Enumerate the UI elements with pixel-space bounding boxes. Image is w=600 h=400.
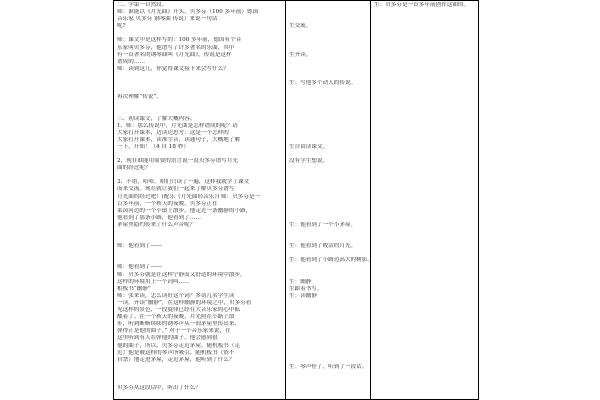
- teacher-text-line: 月光曲的经过吧！(配乐《月光曲轻音乐》) 师：贝多芬是一: [117, 193, 261, 200]
- student-text-line: 生自由读课文。: [289, 143, 329, 150]
- teacher-text-line: 师：张来读，怎么读好这个词？多请几名学生读: [117, 292, 235, 299]
- student-text-line: [289, 335, 373, 342]
- student-text-line: [289, 45, 373, 52]
- student-text-line: [289, 314, 373, 321]
- student-text-line: [289, 108, 373, 115]
- teacher-text-line: 师：贝多芬就是在这样宁静而又舒适的环境中散步，: [117, 271, 246, 278]
- teacher-text-line: [117, 378, 260, 385]
- student-text-line: [289, 229, 373, 236]
- student-text-line: 生齐读。: [289, 51, 312, 58]
- note-text-line: 生：贝多芬是一首多年前创作这曲的。: [374, 2, 470, 8]
- student-column: [289, 2, 373, 371]
- teacher-text-line: 贝多芬从这段话中，听出了什么？: [117, 385, 201, 392]
- student-text-line: [289, 186, 373, 193]
- teacher-text-line: [117, 364, 260, 371]
- student-text-line: [289, 151, 373, 158]
- student-text-line: [289, 59, 373, 66]
- teacher-text-line: [117, 229, 260, 236]
- teacher-text-line: 大家打开课本，边读边思考：这是一个怎样的: [117, 129, 229, 136]
- student-text-line: [289, 9, 373, 16]
- student-text-line: [289, 201, 373, 208]
- student-text-line: [289, 2, 373, 9]
- teacher-text-line: 茅屋里隐约传来了什么声音呢？: [117, 221, 196, 228]
- teacher-text-line: 相板书“幽静”: [117, 285, 151, 292]
- teacher-text-line: [117, 250, 260, 257]
- student-text-line: 没有学生想说。: [289, 158, 329, 165]
- student-text-line: 生：读幽静: [289, 292, 317, 299]
- student-text-line: [289, 101, 373, 108]
- teacher-text-line: 谱成的……: [117, 58, 145, 65]
- student-text-line: 生：琴声停了，听到了一段话。: [289, 363, 368, 370]
- teacher-text-line: [117, 101, 260, 108]
- teacher-text-line: 有一首著名的钢琴曲叫《月光曲》，传说是这样: [117, 51, 232, 58]
- teacher-text-line: 他看到了那条小路，他看到了……: [117, 214, 201, 221]
- student-text-line: [289, 321, 373, 328]
- student-text-line: [289, 87, 373, 94]
- teacher-text-line: 他的曲子，所以，贝多芬走近茅屋。随机板书（走: [117, 342, 241, 349]
- teacher-text-line: [117, 236, 260, 243]
- teacher-text-line: 师：谁能以《月光曲》开头，贝多芬（100 多年前）德国: [117, 9, 259, 16]
- teacher-text-line: 师：他看到了——: [117, 243, 162, 250]
- teacher-text-line: 乐家叫贝多芬，他谱写了许多著名的乐曲，其中: [117, 44, 235, 51]
- student-text-line: [289, 350, 373, 357]
- teacher-text-line: 一下，开始！（4 自 18 秒）: [117, 143, 189, 150]
- teacher-text-line: 百多年前，一个秋天的夜晚，贝多芬正在: [117, 200, 218, 207]
- student-text-line: [289, 307, 373, 314]
- teacher-text-line: 弹得正是他的曲子。” 对于一个音乐家来说，在: [117, 328, 231, 335]
- student-text-line: [289, 194, 373, 201]
- student-text-line: [289, 94, 373, 101]
- student-text-line: [289, 123, 373, 130]
- teacher-text-line: [117, 87, 260, 94]
- teacher-text-line: 呢?: [117, 23, 126, 30]
- teacher-text-line: 三、初读课文，了解大概内容。: [117, 115, 196, 122]
- teacher-text-line: 见这样的景色，一段旋律已经在大音乐家的心中酝: [117, 307, 241, 314]
- teacher-text-line: 而来交流。现在就让我们一起来了解贝多芬谱写: [117, 186, 235, 193]
- teacher-text-line: 酿着了。在一个秋天的夜晚，月光照在小路上散: [117, 314, 235, 321]
- teacher-text-line: 师：读到这儿，你觉得课文接下来会写什么？: [117, 65, 229, 72]
- teacher-text-line: 2、现在谁能用简要的语言说一说贝多芬谱写月光: [117, 158, 239, 165]
- teacher-text-line: 莱茵河边的一个小镇上散步，他走近一条幽静的小路，: [117, 207, 252, 214]
- student-text-line: 生：他看到了小路边高大的树影。: [289, 257, 373, 264]
- teacher-text-line: 自禁）地走进茅屋，走近茅屋，他听到了什么？: [117, 356, 235, 363]
- student-text-line: [289, 236, 373, 243]
- student-text-line: [289, 16, 373, 23]
- student-text-line: [289, 73, 373, 80]
- teacher-text-line: 再次理解“传说”。: [117, 94, 162, 101]
- student-text-line: 生：他看到了皎洁的月光。: [289, 243, 357, 250]
- student-text-line: [289, 130, 373, 137]
- teacher-text-line: 近）他是被这样的琴声所吸引。随机板书（情不: [117, 349, 235, 356]
- teacher-text-line: 3、不错，哈哈，咱们只读了一遍，这样我就学了课文: [117, 179, 250, 186]
- teacher-text-line: [117, 257, 260, 264]
- student-text-line: [289, 30, 373, 37]
- teacher-text-line: 二、学第一自然段。: [117, 2, 168, 8]
- student-text-line: [289, 357, 373, 364]
- teacher-column: [117, 2, 260, 392]
- student-text-line: [289, 165, 373, 172]
- student-text-line: 生：他看到了一个小茅屋。: [289, 221, 357, 228]
- student-text-line: [289, 264, 373, 271]
- student-text-line: [289, 179, 373, 186]
- teacher-text-line: 师：课文中是这样写的：100 多年前，德国有个音: [117, 37, 242, 44]
- student-text-line: 生交流。: [289, 23, 312, 30]
- student-text-line: [289, 215, 373, 222]
- teacher-text-line: [117, 73, 260, 80]
- teacher-text-line: [117, 371, 260, 378]
- teacher-text-line: 大家打开课本，读准字音，读通句子，大概地了解: [117, 136, 241, 143]
- teacher-text-line: [117, 172, 260, 179]
- notes-column: [374, 2, 469, 9]
- teacher-text-line: 曲的经过呢？: [117, 165, 151, 172]
- student-text-line: [289, 208, 373, 215]
- student-text-line: [289, 300, 373, 307]
- column-divider-1: [285, 0, 286, 400]
- teacher-text-line: [117, 30, 260, 37]
- table-border-left: [113, 0, 114, 400]
- teacher-text-line: [117, 80, 260, 87]
- student-text-line: 生：幽静: [289, 278, 312, 285]
- student-text-line: [289, 66, 373, 73]
- teacher-text-line: 一读。齐读“幽静”，在这样幽静的环境之中，贝多芬看: [117, 299, 252, 306]
- student-text-line: [289, 37, 373, 44]
- student-text-line: [289, 328, 373, 335]
- teacher-text-line: 这样的环境用上一个词叫……: [117, 278, 190, 285]
- table-border-top: [113, 0, 479, 1]
- teacher-text-line: 这里听到有人在弹他的曲子，他会感到很: [117, 335, 218, 342]
- student-text-line: [289, 137, 373, 144]
- teacher-text-line: 师：他看到了——: [117, 264, 162, 271]
- student-text-line: [289, 116, 373, 123]
- student-text-line: [289, 250, 373, 257]
- student-text-line: 生跟着书写。: [289, 285, 323, 292]
- table-border-right: [478, 0, 479, 400]
- teacher-text-line: [117, 108, 260, 115]
- student-text-line: [289, 343, 373, 350]
- teacher-text-line: 音乐家 贝多芬 钢琴曲 传说）来说一句话: [117, 16, 218, 23]
- teacher-text-line: [117, 151, 260, 158]
- student-text-line: [289, 172, 373, 179]
- student-text-line: [289, 272, 373, 279]
- teacher-text-line: 1、师：那么传说中，月光曲是怎样谱成的呢？请: [117, 122, 239, 129]
- student-text-line: 生：写他多个动人的传说。: [289, 80, 357, 87]
- teacher-text-line: 步，听到断断续续的钢琴声从一间茅屋里传出来，: [117, 321, 241, 328]
